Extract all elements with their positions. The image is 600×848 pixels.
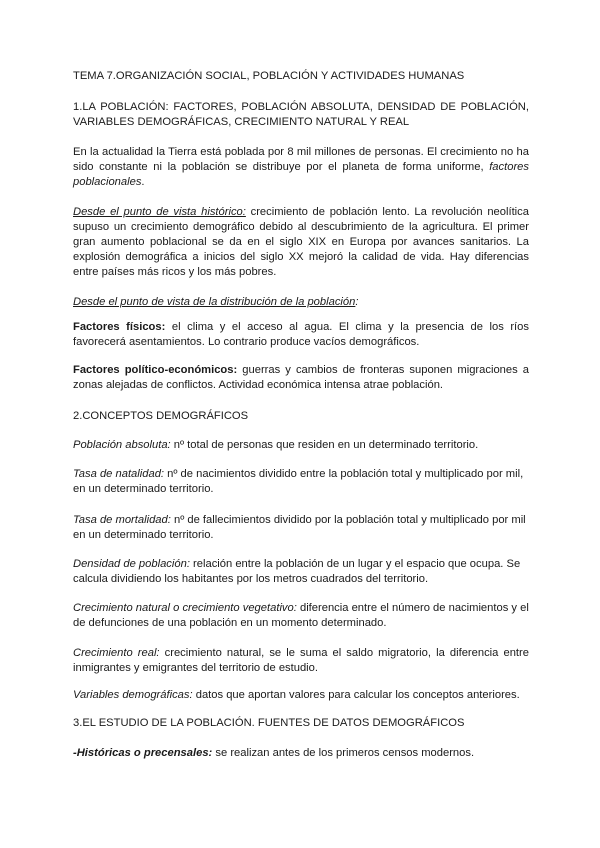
definition-text: nº total de personas que residen en un determinado territorio. bbox=[170, 439, 479, 451]
fisicos-paragraph bbox=[73, 320, 529, 350]
definition-crecimiento-natural bbox=[73, 601, 529, 631]
historico-label: Desde el punto de vista histórico: bbox=[73, 206, 246, 218]
historico-text: crecimiento de población lento. La revolución neolítica supuso un crecimiento demográfico debido al descubrimiento de la agricultura. El primer gran aumento poblacional se da en el siglo XIX en Europa por avances sanitarios. La explosión demográfica a inicios del siglo XX mejoró la calidad de vida. Hay diferencias entre países más ricos y los más pobres. bbox=[73, 206, 529, 278]
definition-text: diferencia entre el número de nacimientos y el de defunciones de una población en un momento determinado. bbox=[73, 602, 529, 629]
politicos-text: guerras y cambios de fronteras suponen migraciones a zonas alejadas de conflictos. Actividad económica intensa atrae población. bbox=[73, 364, 530, 391]
historicas-label: -Históricas o precensales: bbox=[73, 747, 213, 759]
intro-text: En la actualidad la Tierra está poblada por 8 mil millones de personas. El crecimiento no ha sido constante ni la población se distribuye por el planeta de forma uniforme, bbox=[73, 146, 529, 173]
definition-term: Crecimiento natural o crecimiento vegetativo: bbox=[73, 602, 297, 614]
definition-text: relación entre la población de un lugar y el espacio que ocupa. Se calcula dividiendo los habitantes por los metros cuadrados del territorio. bbox=[73, 558, 521, 585]
section-3-heading: 3.EL ESTUDIO DE LA POBLACIÓN. FUENTES DE DATOS DEMOGRÁFICOS bbox=[73, 717, 465, 729]
definition-term: Variables demográficas: bbox=[73, 689, 193, 701]
definition-poblacion-absoluta bbox=[73, 438, 529, 453]
intro-end: . bbox=[141, 176, 145, 188]
intro-emphasis: factores poblacionales bbox=[73, 161, 529, 188]
historicas-paragraph bbox=[73, 746, 529, 761]
politicos-label: Factores político-económicos: bbox=[73, 364, 238, 376]
distribucion-end: : bbox=[355, 296, 359, 308]
definition-tasa-mortalidad bbox=[73, 513, 529, 543]
definition-text: nº de fallecimientos dividido por la población total y multiplicado por mil en un determinado territorio. bbox=[73, 514, 526, 541]
politicos-paragraph bbox=[73, 363, 529, 393]
distribucion-paragraph bbox=[73, 295, 529, 310]
section-2-heading: 2.CONCEPTOS DEMOGRÁFICOS bbox=[73, 410, 249, 422]
definition-densidad bbox=[73, 557, 529, 587]
definition-text: crecimiento natural, se le suma el saldo migratorio, la diferencia entre inmigrantes y emigrantes del territorio de estudio. bbox=[73, 647, 529, 674]
fisicos-label: Factores físicos: bbox=[73, 321, 166, 333]
definition-crecimiento-real bbox=[73, 646, 529, 676]
distribucion-label: Desde el punto de vista de la distribución de la población bbox=[73, 296, 356, 308]
definition-text: datos que aportan valores para calcular los conceptos anteriores. bbox=[192, 689, 520, 701]
definition-term: Tasa de mortalidad: bbox=[73, 514, 171, 526]
definition-term: Tasa de natalidad: bbox=[73, 468, 165, 480]
document-title: TEMA 7.ORGANIZACIÓN SOCIAL, POBLACIÓN Y ACTIVIDADES HUMANAS bbox=[73, 70, 465, 82]
intro-paragraph bbox=[73, 145, 529, 190]
definition-term: Población absoluta: bbox=[73, 439, 171, 451]
definition-term: Densidad de población: bbox=[73, 558, 190, 570]
historicas-text: se realizan antes de los primeros censos modernos. bbox=[212, 747, 475, 759]
historico-paragraph bbox=[73, 205, 529, 280]
definition-variables-demograficas bbox=[73, 688, 529, 703]
definition-tasa-natalidad bbox=[73, 467, 529, 497]
definition-text: nº de nacimientos dividido entre la población total y multiplicado por mil, en un determinado territorio. bbox=[73, 468, 524, 495]
section-1-heading: 1.LA POBLACIÓN: FACTORES, POBLACIÓN ABSOLUTA, DENSIDAD DE POBLACIÓN, VARIABLES DEMOGRÁFICAS, CRECIMIENTO NATURAL Y REAL bbox=[73, 101, 529, 128]
definition-term: Crecimiento real: bbox=[73, 647, 160, 659]
fisicos-text: el clima y el acceso al agua. El clima y la presencia de los ríos favorecerá asentamientos. Lo contrario produce vacíos demográficos. bbox=[73, 321, 529, 348]
